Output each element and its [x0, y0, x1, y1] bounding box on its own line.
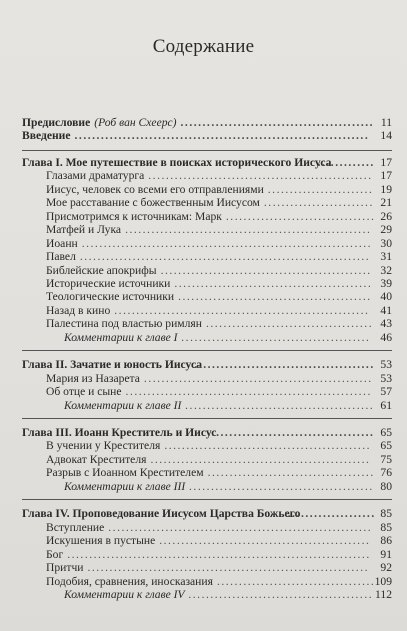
page-number: 76 [380, 466, 392, 480]
toc-entry [46, 169, 392, 183]
toc-entry-label: Подобия, сравнения, иносказания [46, 574, 213, 588]
page-number: 65 [380, 439, 392, 453]
toc-entry [46, 237, 392, 251]
page-number: 53 [380, 358, 392, 372]
toc-entry [46, 453, 392, 467]
dot-leader: .................... [287, 507, 376, 521]
section-divider [22, 350, 392, 351]
page-number: 11 [380, 116, 392, 129]
chapter-comments-entry-label: Комментарии к главе II [64, 398, 182, 412]
dot-leader: ...................................... [207, 426, 375, 439]
toc-entry-label: Адвокат Крестителя [46, 452, 147, 466]
front-matter-entry-label: Предисловие (Роб ван Схеерс) [22, 116, 177, 129]
toc-entry [46, 561, 392, 575]
toc-entry-label: Мария из Назарета [46, 371, 140, 385]
dot-leader: ......................................... [194, 358, 375, 372]
toc-entry-label: Вступление [46, 520, 105, 534]
dot-leader: ........................................... [181, 330, 371, 344]
dot-leader: ........................................... [185, 398, 375, 412]
page-number: 53 [380, 371, 392, 385]
chapter-comments-entry [64, 399, 392, 413]
toc-entry-label: Искушения в пустыне [46, 534, 156, 548]
page-number: 109 [374, 574, 392, 588]
front-matter-entry [22, 129, 392, 143]
toc-entry [46, 183, 392, 197]
chapter-heading [22, 426, 392, 440]
section-divider [22, 150, 392, 151]
toc-entry-label: Разрыв с Иоанном Крестителем [46, 466, 204, 480]
chapter-comments-entry [64, 588, 392, 602]
toc-entry-label: Мое расставание с божественным Иисусом [46, 196, 260, 210]
chapter-heading [22, 507, 392, 521]
author-note: (Роб ван Схеерс) [94, 116, 177, 129]
dot-leader: .......................................... [188, 587, 374, 601]
chapter-heading [22, 156, 392, 170]
dot-leader: .......................................................... [114, 303, 370, 317]
page-number: 65 [380, 426, 392, 439]
page-number: 17 [380, 169, 392, 183]
chapter-heading-label: Глава II. Зачатие и юность Иисуса [22, 358, 203, 372]
toc-entry [46, 196, 392, 210]
dot-leader: ................................................ [159, 534, 371, 548]
section-divider [22, 499, 392, 500]
chapter-heading-label: Глава III. Иоанн Креститель и Иисус [22, 426, 217, 439]
section-divider [22, 418, 392, 419]
toc-entry-label: Теологические источники [46, 290, 175, 304]
toc-entry-label: Назад в кино [46, 303, 111, 317]
dot-leader: ................................................... [148, 169, 373, 183]
page-number: 29 [380, 223, 392, 237]
toc-entry [46, 223, 392, 237]
page-number: 26 [380, 209, 392, 223]
dot-leader: ............................................... [164, 439, 372, 453]
page-number: 41 [380, 303, 392, 317]
dot-leader: .................................................................. [81, 236, 373, 250]
dot-leader: .......................................... [189, 479, 374, 493]
toc-entry-label: В учении у Крестителя [46, 439, 161, 453]
toc-entry [46, 521, 392, 535]
page-number: 91 [380, 547, 392, 561]
page-number: 39 [380, 276, 392, 290]
dot-leader: ...................................... [205, 317, 374, 331]
chapter-comments-entry [64, 480, 392, 494]
dot-leader: .................................. [225, 209, 376, 223]
toc-entry [46, 317, 392, 331]
toc-entry-label: Иоанн [46, 236, 78, 250]
page-title: Содержание [152, 36, 255, 57]
dot-leader: ............................................ [178, 290, 372, 304]
toc-entry [46, 439, 392, 453]
dot-leader: .................................... [216, 574, 376, 588]
toc-entry-label: Иисус, человек со всеми его отправлениями [46, 182, 264, 196]
dot-leader: ........................ [267, 182, 374, 196]
page-number: 40 [380, 290, 392, 304]
toc-entry [46, 304, 392, 318]
chapter-heading [22, 358, 392, 372]
toc-entry-label: Притчи [46, 561, 84, 575]
toc-entry-label: Глазами драматурга [46, 169, 145, 183]
chapter-comments-entry-label: Комментарии к главе IV [64, 587, 185, 601]
toc-entry-label: Палестина под властью римлян [46, 317, 202, 331]
toc-entry-label: Матфей и Лука [46, 223, 122, 237]
dot-leader: ................................................................... [74, 129, 370, 143]
page-number: 19 [380, 182, 392, 196]
page-number: 75 [380, 452, 392, 466]
chapter-comments-entry-label: Комментарии к главе III [64, 479, 186, 493]
chapter-comments-entry [64, 331, 392, 345]
toc-entry [46, 466, 392, 480]
dot-leader: .................................................................. [79, 250, 371, 264]
dot-leader: ............. [317, 155, 375, 169]
page-number: 14 [380, 129, 392, 143]
toc-entry-label: Об отце и сыне [46, 385, 122, 399]
dot-leader: ............................................................ [108, 520, 373, 534]
page-number: 43 [380, 317, 392, 331]
page-number: 85 [380, 520, 392, 534]
page-number: 31 [380, 250, 392, 264]
toc-entry-label: Павел [46, 250, 76, 264]
page-number: 21 [380, 196, 392, 210]
toc-entry [46, 277, 392, 291]
toc-entry [46, 264, 392, 278]
toc-entry [46, 372, 392, 386]
dot-leader: ................................................ [160, 263, 372, 277]
toc-entry [46, 385, 392, 399]
chapter-comments-entry-label: Комментарии к главе I [64, 330, 178, 344]
page-number: 17 [380, 155, 392, 169]
dot-leader: .................................................... [143, 371, 373, 385]
page-number: 92 [380, 561, 392, 575]
toc-entry-label: Бог [46, 547, 64, 561]
page-number: 61 [380, 398, 392, 412]
page-number: 57 [380, 385, 392, 399]
page-number: 46 [380, 330, 392, 344]
page-number: 30 [380, 236, 392, 250]
dot-leader: ........................................................ [125, 223, 372, 237]
toc-entry-label: Библейские апокрифы [46, 263, 157, 277]
dot-leader: ................................................................ [87, 561, 369, 575]
page-number: 112 [375, 587, 392, 601]
toc-entry [46, 534, 392, 548]
page-number: 32 [380, 263, 392, 277]
toc-entry [46, 290, 392, 304]
dot-leader: ...................................... [207, 466, 375, 480]
dot-leader: ........................................................ [125, 385, 372, 399]
dot-leader: .................................................. [150, 452, 371, 466]
toc-entry [46, 210, 392, 224]
chapter-heading-label: Глава IV. Проповедование Иисусом Царства Божьего [22, 507, 301, 521]
toc-entry [46, 250, 392, 264]
dot-leader: ......................... [263, 196, 374, 210]
page-number: 85 [380, 507, 392, 521]
front-matter-entry [22, 116, 392, 130]
toc-entry [46, 575, 392, 589]
toc-entry [46, 548, 392, 562]
toc-entry-label: Исторические источники [46, 276, 171, 290]
dot-leader: ............................................. [174, 276, 373, 290]
toc-entry-label: Присмотримся к источникам: Марк [46, 209, 222, 223]
dot-leader: ............................................ [180, 116, 375, 129]
page-number: 86 [380, 534, 392, 548]
front-matter-entry-label: Введение [22, 129, 71, 143]
dot-leader: ..................................................................... [67, 547, 371, 561]
page-number: 80 [380, 479, 392, 493]
chapter-heading-label: Глава I. Мое путешествие в поисках исторического Иисуса [22, 155, 332, 169]
